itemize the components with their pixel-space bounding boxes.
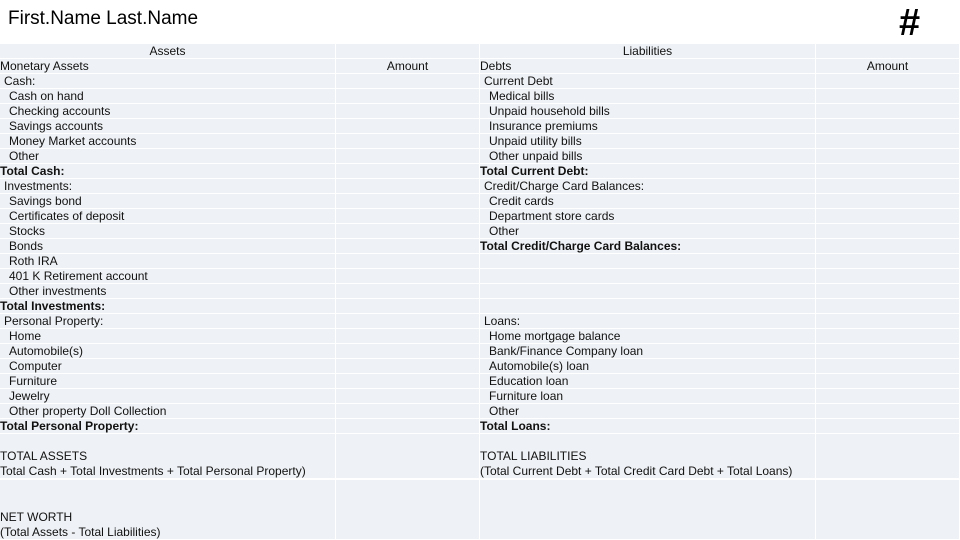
- liability-amount-field[interactable]: [816, 224, 960, 239]
- asset-amount-field[interactable]: [336, 89, 480, 104]
- liability-amount-field[interactable]: [816, 359, 960, 374]
- liability-amount-field[interactable]: [816, 314, 960, 329]
- asset-amount-field[interactable]: [336, 104, 480, 119]
- assets-amount-header: Amount: [336, 59, 480, 74]
- asset-label: Monetary Assets: [0, 59, 336, 74]
- table-row: [0, 344, 960, 359]
- table-row: [0, 119, 960, 134]
- net-worth-row: [0, 480, 960, 540]
- total-assets-label: TOTAL ASSETS: [0, 449, 88, 463]
- assets-header-blank: [336, 44, 480, 59]
- table-row: [0, 254, 960, 269]
- liability-label: Other: [480, 224, 816, 239]
- asset-label: Certificates of deposit: [0, 209, 336, 224]
- net-worth-formula: (Total Assets - Total Liabilities): [0, 525, 161, 539]
- asset-label: Bonds: [0, 239, 336, 254]
- asset-amount-field[interactable]: [336, 344, 480, 359]
- liability-amount-field[interactable]: [816, 74, 960, 89]
- table-row: [0, 209, 960, 224]
- table-row: [0, 89, 960, 104]
- liability-label: [480, 299, 816, 314]
- liability-amount-field[interactable]: [816, 134, 960, 149]
- liability-label: Automobile(s) loan: [480, 359, 816, 374]
- liability-label: Current Debt: [480, 74, 816, 89]
- asset-amount-field[interactable]: [336, 164, 480, 179]
- asset-label: Automobile(s): [0, 344, 336, 359]
- liability-label: Total Current Debt:: [480, 164, 816, 179]
- asset-label: Savings bond: [0, 194, 336, 209]
- total-assets-formula: Total Cash + Total Investments + Total Personal Property): [0, 464, 306, 478]
- asset-label: Total Cash:: [0, 164, 336, 179]
- liabilities-amount-header: Amount: [816, 59, 960, 74]
- table-row: [0, 404, 960, 419]
- totals-row: [0, 434, 960, 479]
- liability-label: Credit/Charge Card Balances:: [480, 179, 816, 194]
- table-row: [0, 389, 960, 404]
- asset-amount-field[interactable]: [336, 314, 480, 329]
- liability-label: Debts: [480, 59, 816, 74]
- table-row: [0, 239, 960, 254]
- asset-label: Cash on hand: [0, 89, 336, 104]
- asset-amount-field[interactable]: [336, 194, 480, 209]
- liability-label: Medical bills: [480, 89, 816, 104]
- liability-amount-field[interactable]: [816, 119, 960, 134]
- total-liabilities-formula: (Total Current Debt + Total Credit Card Debt + Total Loans): [480, 464, 793, 478]
- table-row: [0, 419, 960, 434]
- asset-label: Other property Doll Collection: [0, 404, 336, 419]
- total-liabilities-cell: [480, 434, 816, 479]
- liability-amount-field[interactable]: [816, 254, 960, 269]
- asset-label: Roth IRA: [0, 254, 336, 269]
- table-row: [0, 269, 960, 284]
- liability-label: Total Loans:: [480, 419, 816, 434]
- asset-label: Other: [0, 149, 336, 164]
- liability-amount-field[interactable]: [816, 344, 960, 359]
- liability-amount-field[interactable]: [816, 179, 960, 194]
- liability-amount-field[interactable]: [816, 329, 960, 344]
- table-row: [0, 59, 960, 74]
- liability-amount-field[interactable]: [816, 299, 960, 314]
- asset-label: Total Investments:: [0, 299, 336, 314]
- table-row: [0, 74, 960, 89]
- liability-amount-field[interactable]: [816, 164, 960, 179]
- net-worth-amount[interactable]: [336, 480, 480, 540]
- liability-label: Unpaid household bills: [480, 104, 816, 119]
- asset-label: Checking accounts: [0, 104, 336, 119]
- liability-label: Credit cards: [480, 194, 816, 209]
- total-assets-cell: [0, 434, 336, 479]
- asset-amount-field[interactable]: [336, 119, 480, 134]
- page-number-mark: #: [899, 2, 921, 44]
- table-row: [0, 329, 960, 344]
- liability-label: [480, 254, 816, 269]
- net-worth-blank-amount: [816, 480, 960, 540]
- total-liabilities-amount[interactable]: [816, 434, 960, 479]
- header-row: [0, 44, 960, 59]
- asset-label: Jewelry: [0, 389, 336, 404]
- asset-amount-field[interactable]: [336, 269, 480, 284]
- table-row: [0, 149, 960, 164]
- liability-amount-field[interactable]: [816, 389, 960, 404]
- total-assets-amount[interactable]: [336, 434, 480, 479]
- asset-label: Savings accounts: [0, 119, 336, 134]
- liability-amount-field[interactable]: [816, 269, 960, 284]
- liability-label: Education loan: [480, 374, 816, 389]
- table-row: [0, 164, 960, 179]
- liability-amount-field[interactable]: [816, 239, 960, 254]
- liability-amount-field[interactable]: [816, 374, 960, 389]
- table-row: [0, 284, 960, 299]
- liability-label: Home mortgage balance: [480, 329, 816, 344]
- table-row: [0, 104, 960, 119]
- table-row: [0, 374, 960, 389]
- asset-amount-field[interactable]: [336, 239, 480, 254]
- asset-label: Furniture: [0, 374, 336, 389]
- table-row: [0, 224, 960, 239]
- asset-amount-field[interactable]: [336, 224, 480, 239]
- asset-amount-field[interactable]: [336, 179, 480, 194]
- liability-amount-field[interactable]: [816, 89, 960, 104]
- asset-amount-field[interactable]: [336, 134, 480, 149]
- liability-label: [480, 269, 816, 284]
- asset-label: Home: [0, 329, 336, 344]
- liability-label: Bank/Finance Company loan: [480, 344, 816, 359]
- liability-label: Total Credit/Charge Card Balances:: [480, 239, 816, 254]
- page-title: First.Name Last.Name: [8, 8, 199, 29]
- liability-amount-field[interactable]: [816, 209, 960, 224]
- asset-label: Personal Property:: [0, 314, 336, 329]
- asset-amount-field[interactable]: [336, 74, 480, 89]
- table-row: [0, 179, 960, 194]
- asset-label: Computer: [0, 359, 336, 374]
- liability-label: Furniture loan: [480, 389, 816, 404]
- asset-amount-field[interactable]: [336, 419, 480, 434]
- asset-amount-field[interactable]: [336, 284, 480, 299]
- asset-label: Cash:: [0, 74, 336, 89]
- table-row: [0, 134, 960, 149]
- liability-label: Department store cards: [480, 209, 816, 224]
- total-liabilities-label: TOTAL LIABILITIES: [480, 449, 587, 463]
- asset-amount-field[interactable]: [336, 254, 480, 269]
- liability-label: Loans:: [480, 314, 816, 329]
- liability-amount-field[interactable]: [816, 104, 960, 119]
- table-row: [0, 299, 960, 314]
- table-row: [0, 359, 960, 374]
- asset-amount-field[interactable]: [336, 329, 480, 344]
- liability-label: Unpaid utility bills: [480, 134, 816, 149]
- asset-amount-field[interactable]: [336, 149, 480, 164]
- asset-amount-field[interactable]: [336, 299, 480, 314]
- table-row: [0, 314, 960, 329]
- asset-amount-field[interactable]: [336, 389, 480, 404]
- liability-label: [480, 284, 816, 299]
- asset-label: Investments:: [0, 179, 336, 194]
- liabilities-header: Liabilities: [480, 44, 816, 59]
- asset-amount-field[interactable]: [336, 359, 480, 374]
- net-worth-worksheet: [0, 44, 960, 540]
- liability-amount-field[interactable]: [816, 149, 960, 164]
- liabilities-header-blank: [816, 44, 960, 59]
- asset-amount-field[interactable]: [336, 374, 480, 389]
- liability-amount-field[interactable]: [816, 284, 960, 299]
- liability-amount-field[interactable]: [816, 404, 960, 419]
- liability-label: Other: [480, 404, 816, 419]
- asset-label: Money Market accounts: [0, 134, 336, 149]
- liability-amount-field[interactable]: [816, 419, 960, 434]
- net-worth-label: NET WORTH: [0, 510, 73, 524]
- asset-label: Total Personal Property:: [0, 419, 336, 434]
- net-worth-blank: [480, 480, 816, 540]
- asset-amount-field[interactable]: [336, 404, 480, 419]
- net-worth-cell: [0, 480, 336, 540]
- liability-label: Other unpaid bills: [480, 149, 816, 164]
- assets-header: Assets: [0, 44, 336, 59]
- asset-label: Other investments: [0, 284, 336, 299]
- asset-label: 401 K Retirement account: [0, 269, 336, 284]
- liability-amount-field[interactable]: [816, 194, 960, 209]
- asset-amount-field[interactable]: [336, 209, 480, 224]
- asset-label: Stocks: [0, 224, 336, 239]
- liability-label: Insurance premiums: [480, 119, 816, 134]
- table-row: [0, 194, 960, 209]
